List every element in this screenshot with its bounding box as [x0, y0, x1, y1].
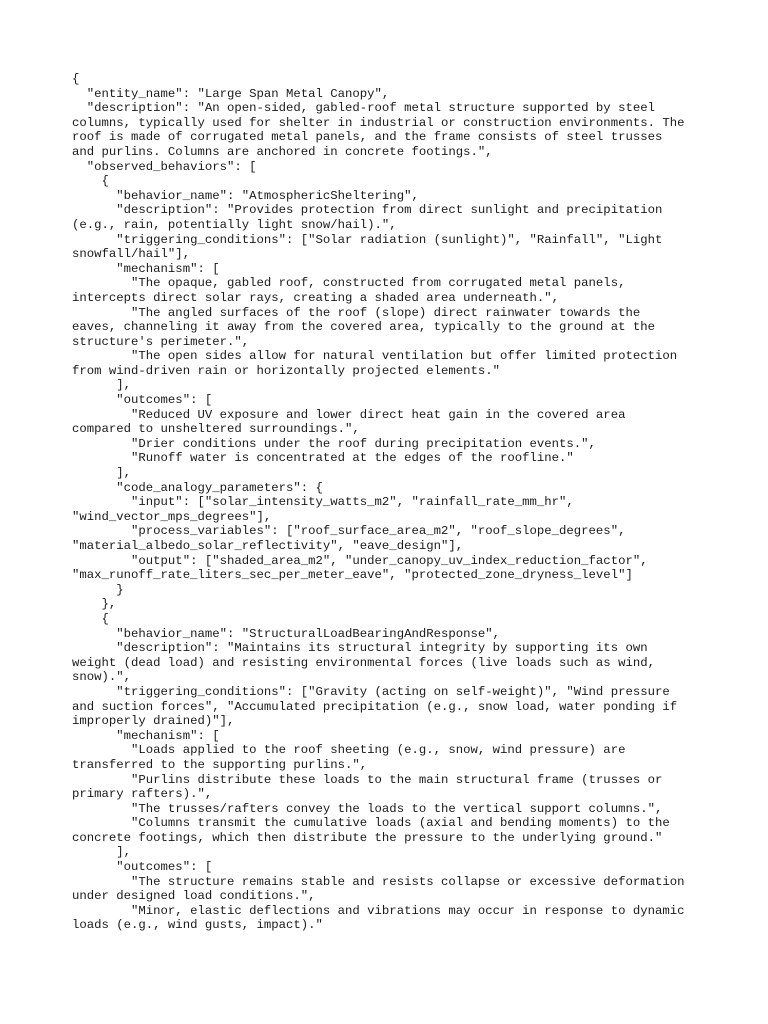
- text-line: (e.g., rain, potentially light snow/hail).",: [72, 217, 397, 232]
- text-line: "Minor, elastic deflections and vibrations may occur in response to dynamic: [72, 903, 685, 918]
- text-line: weight (dead load) and resisting environmental forces (live loads such as wind,: [72, 655, 655, 670]
- text-line: },: [72, 597, 117, 612]
- text-line: {: [72, 611, 109, 626]
- text-line: "triggering_conditions": ["Solar radiation (sunlight)", "Rainfall", "Light: [72, 232, 663, 247]
- text-line: "description": "Provides protection from direct sunlight and precipitation: [72, 203, 663, 218]
- text-line: "The opaque, gabled roof, constructed from corrugated metal panels,: [72, 276, 626, 291]
- text-line: ],: [72, 845, 132, 860]
- text-line: "observed_behaviors": [: [72, 159, 257, 174]
- text-line: "mechanism": [: [72, 728, 220, 743]
- text-line: from wind-driven rain or horizontally projected elements.": [72, 363, 501, 378]
- text-line: "behavior_name": "AtmosphericSheltering",: [72, 188, 419, 203]
- text-line: "triggering_conditions": ["Gravity (acting on self-weight)", "Wind pressure: [72, 684, 670, 699]
- text-line: "wind_vector_mps_degrees"],: [72, 509, 272, 524]
- text-line: "Runoff water is concentrated at the edges of the roofline.": [72, 451, 574, 466]
- text-line: intercepts direct solar rays, creating a shaded area underneath.",: [72, 290, 560, 305]
- text-line: transferred to the supporting purlins.",: [72, 757, 368, 772]
- text-line: loads (e.g., wind gusts, impact).": [72, 918, 323, 933]
- text-line: "outcomes": [: [72, 393, 213, 408]
- text-line: improperly drained)"],: [72, 714, 235, 729]
- text-line: columns, typically used for shelter in industrial or construction environments. The: [72, 115, 685, 130]
- json-text-body: [72, 72, 702, 933]
- text-line: }: [72, 582, 124, 597]
- text-line: "output": ["shaded_area_m2", "under_canopy_uv_index_reduction_factor",: [72, 553, 648, 568]
- text-line: {: [72, 72, 80, 86]
- text-line: "Loads applied to the roof sheeting (e.g., snow, wind pressure) are: [72, 743, 626, 758]
- text-line: "description": "Maintains its structural integrity by supporting its own: [72, 641, 648, 656]
- text-line: and purlins. Columns are anchored in concrete footings.",: [72, 144, 493, 159]
- document-page: [72, 72, 702, 933]
- text-line: "process_variables": ["roof_surface_area_m2", "roof_slope_degrees",: [72, 524, 626, 539]
- text-line: ],: [72, 466, 132, 481]
- text-line: "behavior_name": "StructuralLoadBearingAndResponse",: [72, 626, 501, 641]
- text-line: "Drier conditions under the roof during precipitation events.",: [72, 436, 596, 451]
- text-line: structure's perimeter.",: [72, 334, 250, 349]
- text-line: "Purlins distribute these loads to the main structural frame (trusses or: [72, 772, 663, 787]
- text-line: "The open sides allow for natural ventilation but offer limited protection: [72, 349, 678, 364]
- text-line: snowfall/hail"],: [72, 247, 191, 262]
- text-line: "material_albedo_solar_reflectivity", "eave_design"],: [72, 539, 464, 553]
- text-line: primary rafters).",: [72, 787, 213, 802]
- text-line: and suction forces", "Accumulated precipitation (e.g., snow load, water ponding if: [72, 699, 678, 714]
- text-line: "entity_name": "Large Span Metal Canopy",: [72, 86, 390, 101]
- text-line: compared to unsheltered surroundings.",: [72, 422, 360, 437]
- text-line: "mechanism": [: [72, 261, 220, 276]
- text-line: "The trusses/rafters convey the loads to the vertical support columns.",: [72, 801, 663, 816]
- text-line: concrete footings, which then distribute the pressure to the underlying ground.": [72, 830, 663, 845]
- text-line: "description": "An open-sided, gabled-roof metal structure supported by steel: [72, 101, 655, 116]
- text-line: under designed load conditions.",: [72, 889, 316, 904]
- text-line: "Columns transmit the cumulative loads (axial and bending moments) to the: [72, 816, 670, 831]
- text-line: "Reduced UV exposure and lower direct heat gain in the covered area: [72, 407, 626, 422]
- text-line: "max_runoff_rate_liters_sec_per_meter_eave", "protected_zone_dryness_level"]: [72, 568, 633, 583]
- text-line: "The angled surfaces of the roof (slope) direct rainwater towards the: [72, 305, 641, 320]
- text-line: roof is made of corrugated metal panels, and the frame consists of steel trusses: [72, 130, 663, 145]
- text-line: "input": ["solar_intensity_watts_m2", "rainfall_rate_mm_hr",: [72, 495, 574, 510]
- text-line: "outcomes": [: [72, 860, 213, 875]
- text-line: "code_analogy_parameters": {: [72, 480, 323, 495]
- text-line: eaves, channeling it away from the covered area, typically to the ground at the: [72, 320, 655, 335]
- text-line: ],: [72, 378, 132, 393]
- text-line: "The structure remains stable and resists collapse or excessive deformation: [72, 874, 685, 889]
- text-line: snow).",: [72, 670, 132, 685]
- text-line: {: [72, 174, 109, 189]
